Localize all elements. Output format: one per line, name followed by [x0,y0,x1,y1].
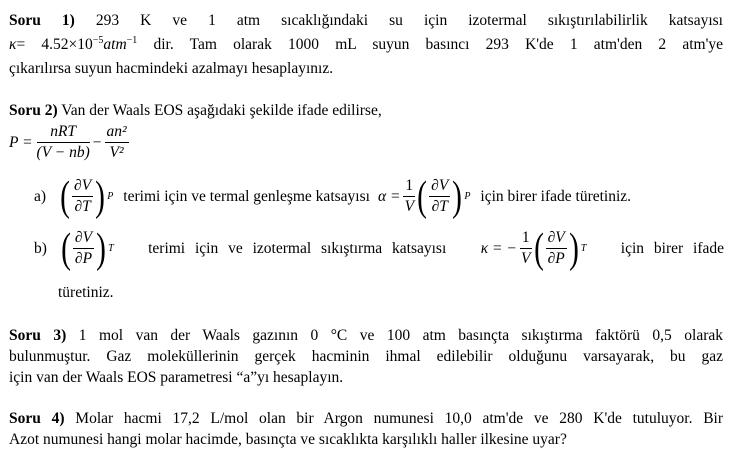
deriv-dv-dt: ( $\frac{\partial V}{\partial T}$ ) P [60,173,114,220]
part-b-text: terimi için ve izotermal sıkıştırma katsayısı [148,240,447,257]
q4-label: Soru 4) [9,410,65,427]
alpha-deriv: ( $\frac{\partial V}{\partial T}$ ) P [417,173,471,220]
q2-label: Soru 2) [9,102,58,119]
q2-intro-line [9,100,382,121]
part-a-end: için birer ifade türetiniz. [480,188,632,205]
eq-frac2-den: V² [109,144,124,161]
q3-label: Soru 3) [9,327,67,344]
q1-line2 [9,34,723,55]
q1-kappa: $\kappa= 4.52\times 10^{-5}atm^{-1}$ [9,34,138,53]
q1-line1 [9,10,723,31]
part-a-text: terimi için ve termal genleşme katsayısı [123,188,370,205]
part-a-label: a) [34,188,47,205]
eq-frac2 [105,122,129,163]
kappa-deriv: ( $\frac{\partial V}{\partial P}$ ) T [533,225,587,272]
part-b-end: için birer ifade [620,240,724,257]
q1-line3: çıkarılırsa suyun hacmindeki azalmayı hesaplayınız. [9,60,334,77]
q3-line1-text: 1 mol van der Waals gazının 0 °C ve 100 atm basınçta sıkıştırma faktörü 0,5 olarak [78,327,723,344]
eq-frac2-num: an² [105,122,129,143]
alpha-frac: $\frac{1}{V}$ [404,177,415,215]
part-b-line2: türetiniz. [58,284,114,301]
part-b-label: b) [34,240,47,257]
kappa-eq: κ = − [480,240,517,257]
q4-line1-text: Molar hacmi 17,2 L/mol olan bir Argon numunesi 10,0 atm'de ve 280 K'de tutuluyor. Bir [75,410,723,427]
eq-minus: − [92,134,102,151]
eq-p: P = [9,134,33,151]
q2-part-a [34,173,632,220]
eq-frac1-num: nRT [37,122,90,143]
vdw-equation [9,122,129,163]
alpha-eq: α = [377,188,401,205]
q1-line1-text: 293 K ve 1 atm sıcaklığındaki su için izotermal sıkıştırılabilirlik katsayısı [95,12,723,29]
q1-line2-text: dir. Tam olarak 1000 mL suyun basıncı 293 K'de 1 atm'den 2 atm'ye [153,36,724,53]
q2-part-b [34,225,724,272]
eq-frac1-den: (V − nb) [36,144,90,161]
kappa-frac: $\frac{1}{V}$ [520,229,531,267]
q3-line1 [9,325,723,346]
q1-label: Soru 1) [9,12,75,29]
q3-line2: bulunmuştur. Gaz moleküllerinin gerçek hacminin ihmal edilebilir olduğunu varsayarak, bu gaz [9,348,723,365]
eq-frac1 [37,122,90,163]
q2-intro: Van der Waals EOS aşağıdaki şekilde ifade edilirse, [61,102,382,119]
q4-line1 [9,408,723,429]
deriv-dv-dp: ( $\frac{\partial V}{\partial P}$ ) T [61,225,114,272]
q4-line2: Azot numunesi hangi molar hacimde, basınçta ve sıcaklıkta karşılıklı haller ilkesine uyar? [9,431,567,448]
q3-line3: için van der Waals EOS parametresi “a”yı hesaplayın. [9,369,344,386]
